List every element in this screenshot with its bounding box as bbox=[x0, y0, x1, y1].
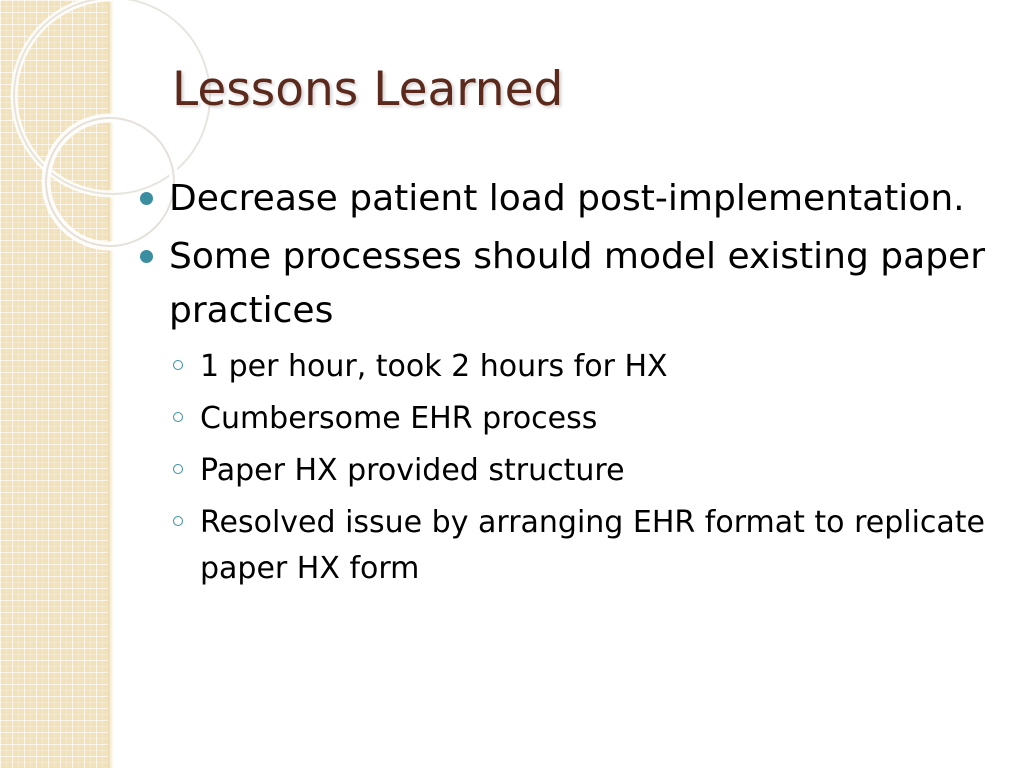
bullet-ring-icon bbox=[173, 516, 183, 526]
sub-bullet-text: Cumbersome EHR process bbox=[200, 401, 598, 436]
bullet-dot-icon bbox=[140, 250, 153, 263]
bullet-dot-icon bbox=[140, 192, 153, 205]
bullet-text: Some processes should model existing paper practices bbox=[169, 236, 985, 331]
sub-bullet-item bbox=[136, 396, 996, 442]
bullet-item bbox=[136, 230, 996, 338]
bullet-ring-icon bbox=[173, 464, 183, 474]
bullet-list bbox=[136, 172, 996, 592]
bullet-ring-icon bbox=[173, 412, 183, 422]
slide-title: Lessons Learned bbox=[172, 62, 564, 117]
sub-bullet-item bbox=[136, 500, 996, 592]
sub-bullet-item bbox=[136, 344, 996, 390]
bullet-text: Decrease patient load post-implementation. bbox=[169, 178, 965, 219]
sub-bullet-text: Paper HX provided structure bbox=[200, 453, 625, 488]
bullet-item bbox=[136, 172, 996, 226]
sub-bullet-list bbox=[136, 344, 996, 592]
sub-bullet-item bbox=[136, 448, 996, 494]
bullet-ring-icon bbox=[173, 360, 183, 370]
sub-bullet-text: Resolved issue by arranging EHR format to replicate paper HX form bbox=[200, 505, 986, 586]
sub-bullet-text: 1 per hour, took 2 hours for HX bbox=[200, 349, 668, 384]
